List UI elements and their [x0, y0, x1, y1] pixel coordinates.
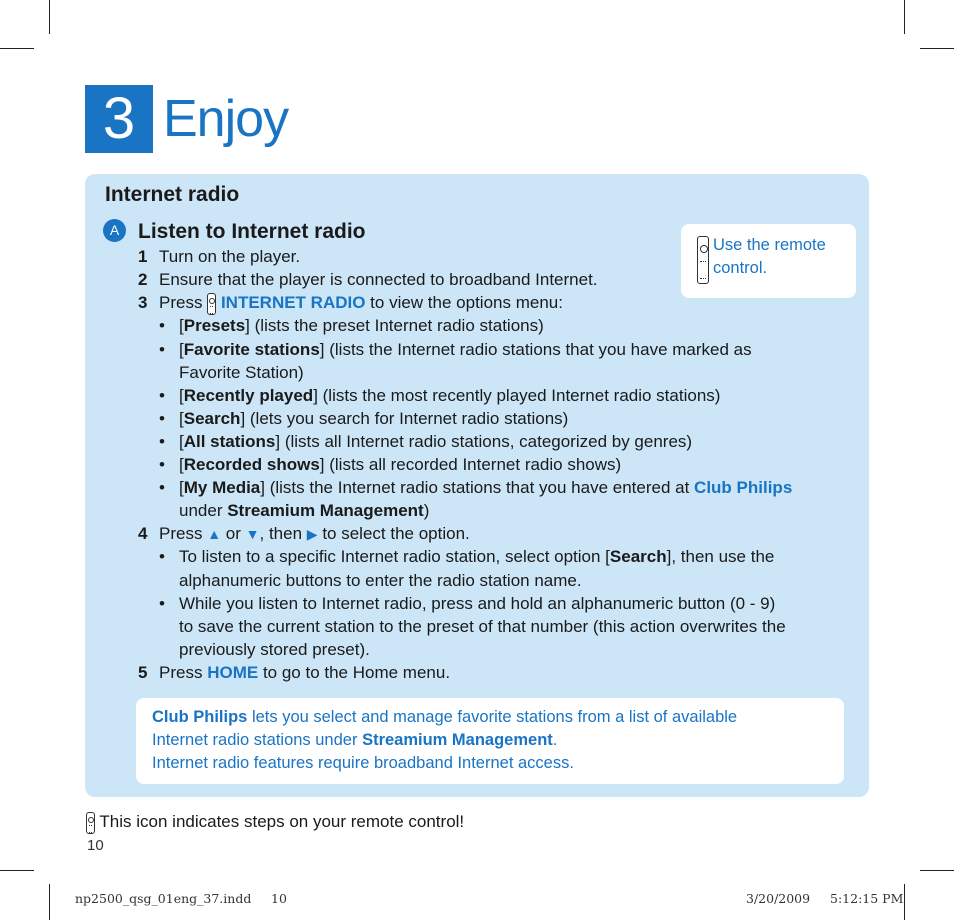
remote-control-icon: [207, 293, 216, 315]
step-text-part: or: [225, 524, 241, 543]
option-desc: (lists the Internet radio stations that you have marked as: [329, 340, 752, 359]
step-number: 2: [138, 270, 148, 289]
streamium-label: Streamium Management: [362, 731, 553, 749]
option-my-media: [My Media] (lists the Internet radio stations that you have entered at Club Philips: [179, 478, 793, 497]
search-label: Search: [609, 547, 667, 566]
bullet: •: [159, 340, 165, 359]
option-desc: (lists the most recently played Internet radio stations): [322, 386, 721, 405]
option-label: Favorite stations: [183, 340, 320, 359]
note-text: lets you select and manage favorite stations from a list of available: [251, 708, 738, 726]
option-desc: (lists all recorded Internet radio shows): [329, 455, 622, 474]
option-label: Recorded shows: [183, 455, 320, 474]
note-text: Internet radio stations under: [152, 731, 358, 749]
tip-preset-cont: to save the current station to the preset of that number (this action overwrites the: [179, 617, 786, 636]
slug-time: 5:12:15 PM: [830, 891, 904, 906]
club-philips-label: Club Philips: [152, 708, 248, 726]
tip-text-part: To listen to a specific Internet radio station, select option [: [179, 547, 610, 566]
tip-preset: While you listen to Internet radio, press and hold an alphanumeric button (0 - 9): [179, 594, 776, 613]
section-subtitle: Listen to Internet radio: [138, 220, 366, 243]
crop-mark: [904, 0, 905, 34]
step-text-pre: Press: [159, 663, 203, 682]
step-text-part: , then: [259, 524, 303, 543]
remote-control-icon: [697, 236, 709, 284]
slug-date: 3/20/2009: [746, 891, 811, 906]
option-desc: (lists the Internet radio stations that you have entered at: [269, 478, 690, 497]
step-text: Turn on the player.: [159, 247, 301, 266]
bullet: •: [159, 386, 165, 405]
remote-control-icon: [86, 812, 95, 834]
step-text-part: Press: [159, 524, 203, 543]
option-all-stations: [All stations] (lists all Internet radio stations, categorized by genres): [179, 432, 693, 451]
step-text-pre: Press: [159, 293, 203, 312]
crop-mark: [904, 884, 905, 920]
option-desc: (lets you search for Internet radio stations): [249, 409, 569, 428]
right-arrow-icon: ▶: [306, 526, 318, 542]
note-line: [152, 706, 737, 729]
step-text: [159, 291, 563, 315]
step-text: [159, 522, 470, 546]
slug-page: 10: [271, 891, 287, 906]
step-text: [159, 661, 450, 684]
option-label: My Media: [183, 478, 261, 497]
home-key: HOME: [207, 663, 259, 682]
option-recent: [Recently played] (lists the most recently played Internet radio stations): [179, 386, 721, 405]
bullet: •: [159, 316, 165, 335]
option-label: Presets: [183, 316, 246, 335]
tip-preset-cont: previously stored preset).: [179, 640, 370, 659]
step-text-post: to go to the Home menu.: [262, 663, 451, 682]
down-arrow-icon: ▼: [245, 526, 260, 542]
note-line: Internet radio features require broadband Internet access.: [152, 754, 574, 772]
chapter-number: 3: [85, 85, 153, 153]
option-label: Search: [183, 409, 241, 428]
tip-search: [179, 545, 774, 568]
club-philips-label: Club Philips: [694, 478, 793, 497]
tip-text: Use the remote control.: [713, 236, 826, 277]
step-number: 3: [138, 293, 148, 312]
option-label: Recently played: [183, 386, 314, 405]
bullet: •: [159, 594, 165, 613]
close-paren: ): [423, 501, 430, 520]
bullet: •: [159, 432, 165, 451]
crop-mark: [49, 884, 50, 920]
option-label: All stations: [183, 432, 276, 451]
bullet: •: [159, 547, 165, 566]
tip-text-part: ], then use the: [666, 547, 775, 566]
bullet: •: [159, 478, 165, 497]
option-presets: [Presets] (lists the preset Internet radio stations): [179, 316, 544, 335]
crop-mark: [920, 48, 954, 49]
page-number: 10: [87, 837, 104, 854]
option-desc-cont: [179, 499, 429, 522]
option-desc: (lists all Internet radio stations, categorized by genres): [284, 432, 693, 451]
crop-mark: [920, 870, 954, 871]
bullet: •: [159, 455, 165, 474]
bullet: •: [159, 409, 165, 428]
section-title: Internet radio: [105, 183, 240, 206]
step-number: 4: [138, 524, 148, 543]
option-desc-cont: Favorite Station): [179, 363, 304, 382]
step-text-post: to view the options menu:: [370, 293, 563, 312]
footer-note: [86, 810, 464, 834]
chapter-title: Enjoy: [163, 90, 289, 148]
note-line: [152, 729, 557, 752]
step-text: Ensure that the player is connected to broadband Internet.: [159, 270, 598, 289]
note-text: .: [552, 731, 558, 749]
option-search: [Search] (lets you search for Internet radio stations): [179, 409, 569, 428]
step-number: 5: [138, 663, 148, 682]
internet-radio-key: INTERNET RADIO: [220, 293, 366, 312]
crop-mark: [0, 48, 34, 49]
section-badge: A: [103, 219, 126, 242]
step-number: 1: [138, 247, 148, 266]
streamium-label: Streamium Management: [227, 501, 424, 520]
footer-note-text: This icon indicates steps on your remote control!: [99, 812, 465, 831]
option-recorded: [Recorded shows] (lists all recorded Internet radio shows): [179, 455, 622, 474]
step-text-part: to select the option.: [322, 524, 470, 543]
tip-search-cont: alphanumeric buttons to enter the radio station name.: [179, 571, 582, 590]
crop-mark: [49, 0, 50, 34]
crop-mark: [0, 870, 34, 871]
under-text: under: [179, 501, 223, 520]
option-favorites: [Favorite stations] (lists the Internet radio stations that you have marked as: [179, 340, 752, 359]
slug-filename: np2500_qsg_01eng_37.indd: [75, 891, 252, 906]
option-desc: (lists the preset Internet radio stations): [254, 316, 544, 335]
up-arrow-icon: ▲: [207, 526, 222, 542]
